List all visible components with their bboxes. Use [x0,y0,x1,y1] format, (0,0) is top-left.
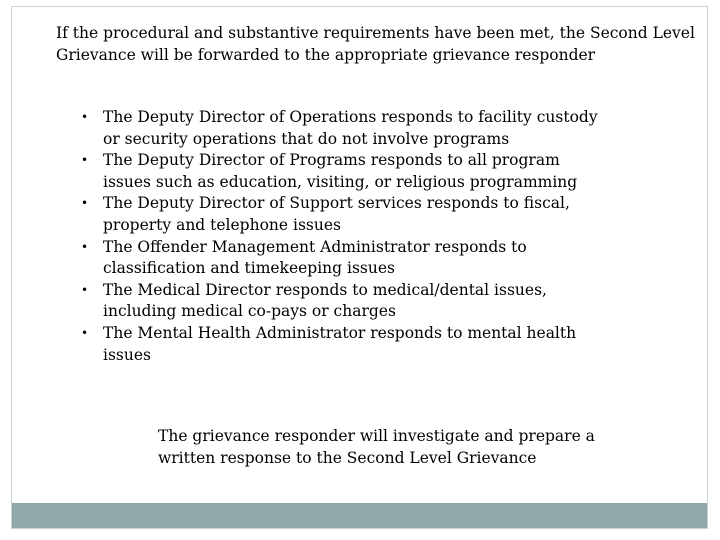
list-item-text: The Offender Management Administrator responds to classification and timekeeping issues [103,237,527,278]
list-item-text: The Deputy Director of Operations responds to facility custody or security operations that do not involve programs [103,108,598,148]
list-item [78,150,598,193]
footer-bar [12,503,707,528]
bullet-icon: • [81,239,89,254]
list-item [78,280,598,323]
bullet-icon: • [81,196,89,211]
bullet-icon: • [81,325,89,340]
bullet-icon: • [81,282,89,297]
list-item [78,323,598,366]
list-item-text: The Deputy Director of Support services responds to fiscal, property and telephone issues [103,194,570,234]
list-item-text: The Mental Health Administrator responds to mental health issues [103,323,577,364]
list-item [78,237,598,280]
responder-list [78,107,598,366]
bullet-icon: • [81,153,89,168]
closing-paragraph: The grievance responder will investigate and prepare a written response to the Second Level Grievance [158,427,595,467]
slide [11,6,708,529]
intro-paragraph: If the procedural and substantive requirements have been met, the Second Level Grievance will be forwarded to the appropriate grievance responder [56,24,695,64]
list-item-text: The Medical Director responds to medical/dental issues, including medical co-pays or charges [103,280,547,321]
bullet-icon: • [81,110,89,124]
list-item-text: The Deputy Director of Programs responds to all program issues such as education, visiting, or religious programming [103,151,578,191]
list-item [78,107,598,150]
list-item [78,193,598,236]
